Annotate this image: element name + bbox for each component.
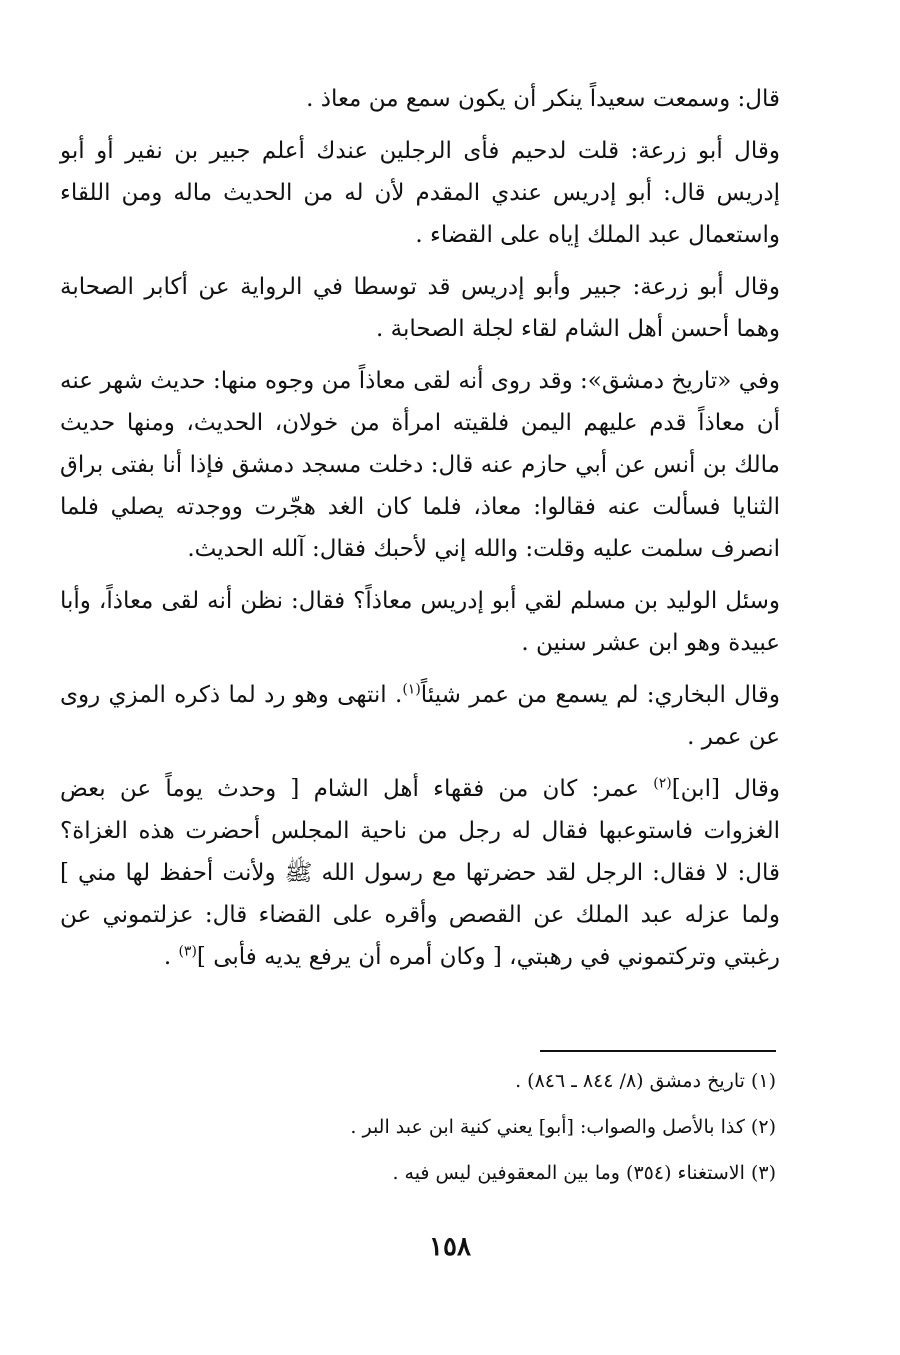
page-number: ١٥٨ bbox=[429, 1232, 471, 1262]
paragraph-7-text-c: . bbox=[163, 944, 179, 970]
paragraph-7 bbox=[60, 768, 780, 978]
paragraph-3: وقال أبو زرعة: جبير وأبو إدريس قد توسطا في الرواية عن أكابر الصحابة وهما أحسن أهل الشام لقاء لجلة الصحابة . bbox=[60, 274, 780, 342]
paragraph-6 bbox=[60, 674, 780, 758]
paragraph-6-text-a: وقال البخاري: لم يسمع من عمر شيئاً bbox=[420, 682, 780, 708]
footnote-ref-1: (١) bbox=[402, 681, 421, 698]
footnote-ref-3: (٣) bbox=[178, 943, 197, 960]
footnote-separator bbox=[540, 1050, 776, 1052]
footnote-3: (٣) الاستغناء (٣٥٤) وما بين المعقوفين ليس فيه . bbox=[392, 1162, 776, 1184]
footnote-1: (١) تاريخ دمشق (٨/ ٨٤٤ ـ ٨٤٦) . bbox=[515, 1070, 776, 1092]
paragraph-7-text-a: وقال [ابن] bbox=[671, 776, 780, 802]
paragraph-7-text-b: عمر: كان من فقهاء أهل الشام [ وحدث يوماً عن بعض الغزوات فاستوعبها فقال له رجل من ناحية المجلس أحضرت هذه الغزاة؟ قال: لا فقال: الرجل لقد حضرتها مع رسول الله ﷺ ولأنت أحفظ لها مني ] ولما عزله عبد الملك عن القصص وأقره على القضاء قال: عزلتموني عن رغبتي وتركتموني في رهبتي، [ وكان أمره أن يرفع يديه فأبى ] bbox=[60, 776, 780, 970]
paragraph-5: وسئل الوليد بن مسلم لقي أبو إدريس معاذاً؟ فقال: نظن أنه لقى معاذاً، وأبا عبيدة وهو ابن عشر سنين . bbox=[60, 588, 780, 656]
paragraph-6-text-b: . انتهى وهو رد لما ذكره المزي روى عن عمر . bbox=[60, 682, 780, 750]
paragraph-4: وفي «تاريخ دمشق»: وقد روى أنه لقى معاذاً من وجوه منها: حديث شهر عنه أن معاذاً قدم عليهم اليمن فلقيته امرأة من خولان، الحديث، ومنها حديث مالك بن أنس عن أبي حازم عنه قال: دخلت مسجد دمشق فإذا أنا بفتى براق الثنايا فسألت عنه فقالوا: معاذ، فلما كان الغد هجّرت ووجدته يصلي فلما انصرف سلمت عليه وقلت: والله إني لأحبك فقال: آلله الحديث. bbox=[60, 368, 780, 562]
footnotes bbox=[96, 1068, 776, 1206]
footnote-ref-2: (٢) bbox=[653, 775, 672, 792]
paragraph-1: قال: وسمعت سعيداً ينكر أن يكون سمع من معاذ . bbox=[306, 86, 780, 112]
paragraph-2: وقال أبو زرعة: قلت لدحيم فأى الرجلين عندك أعلم جبير بن نفير أو أبو إدريس قال: أبو إدريس عندي المقدم لأن له من الحديث ماله ومن اللقاء واستعمال عبد الملك إياه على القضاء . bbox=[60, 138, 780, 248]
footnote-2: (٢) كذا بالأصل والصواب: [أبو] يعني كنية ابن عبد البر . bbox=[350, 1116, 776, 1138]
